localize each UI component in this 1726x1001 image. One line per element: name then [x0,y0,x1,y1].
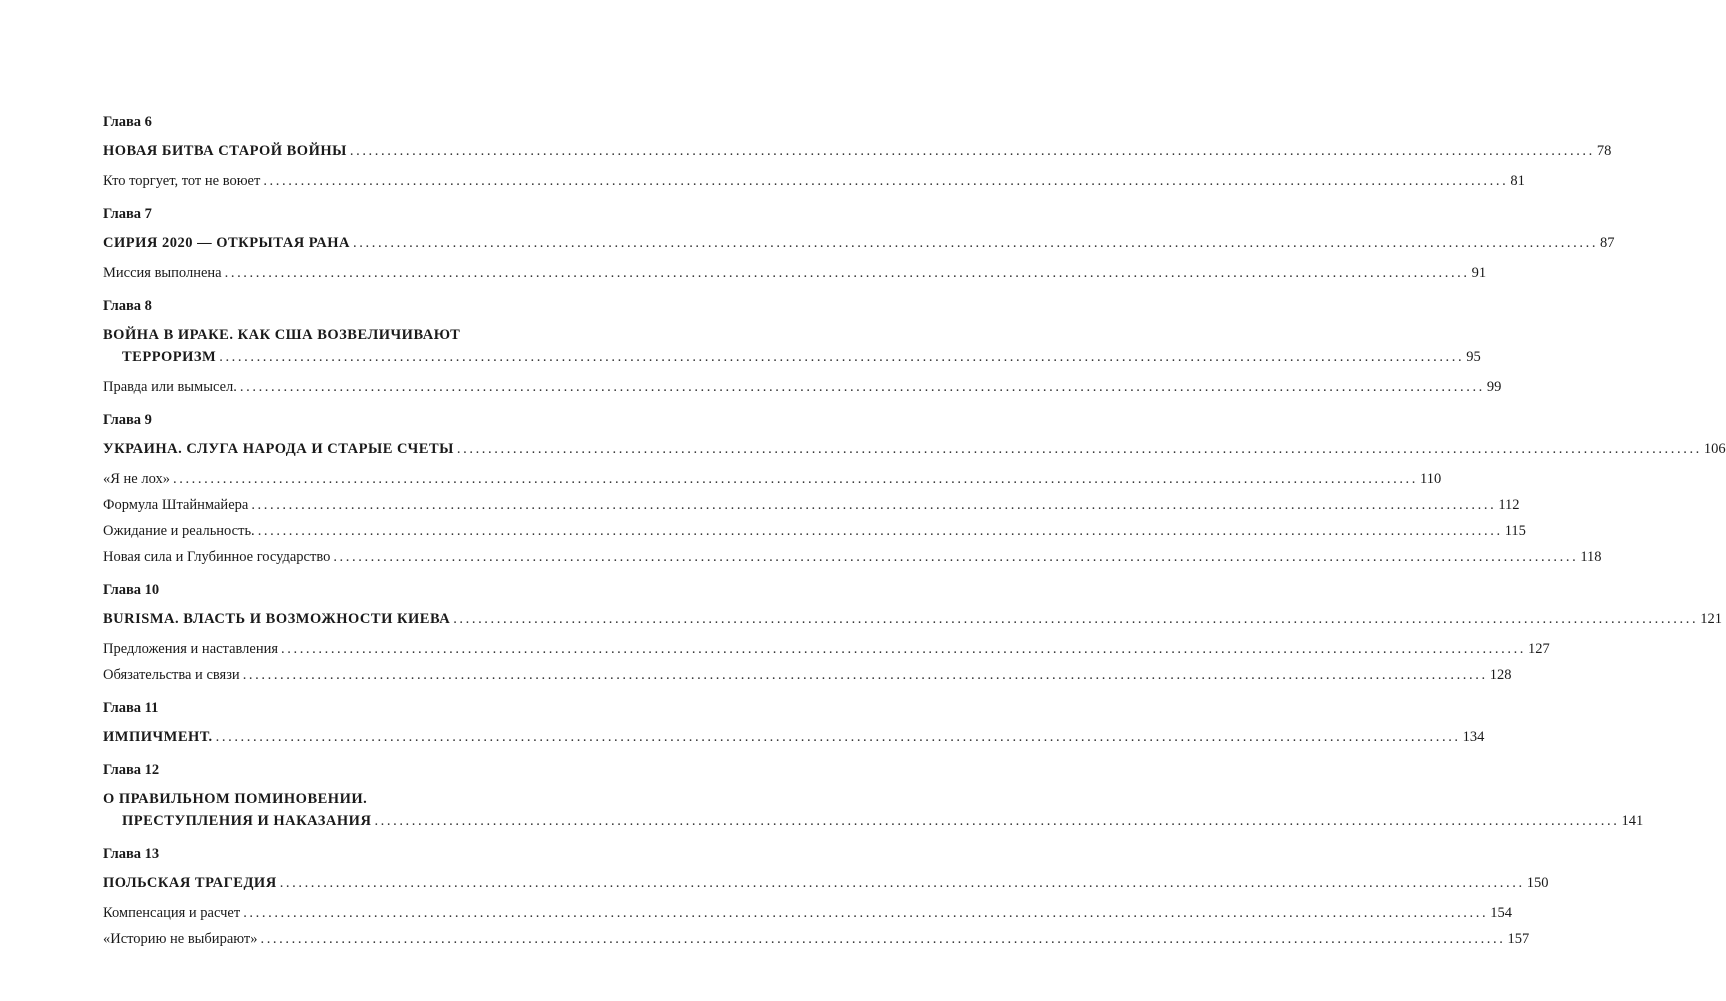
entry-title: ПОЛЬСКАЯ ТРАГЕДИЯ [103,875,277,891]
entry-title: СИРИЯ 2020 — ОТКРЫТАЯ РАНА [103,235,351,251]
chapter-title-entry[interactable] [103,324,1481,368]
dot-leader: ........................................................................................................................................................................................................ [219,349,1465,365]
entry-title: BURISMA. ВЛАСТЬ И ВОЗМОЖНОСТИ КИЕВА [103,611,451,627]
page-number: 95 [1466,349,1481,365]
page-number: 154 [1490,905,1512,921]
chapter-label: Глава 9 [103,412,152,428]
chapter-label: Глава 13 [103,846,160,862]
dot-leader: ........................................................................................................................................................................................................ [243,905,1489,921]
chapter-label: Глава 11 [103,700,159,716]
section-entry[interactable] [103,170,1525,192]
entry-title: УКРАИНА. СЛУГА НАРОДА И СТАРЫЕ СЧЕТЫ [103,441,454,457]
entry-title-line1: ВОЙНА В ИРАКЕ. КАК США ВОЗВЕЛИЧИВАЮТ [103,327,461,343]
chapter-label: Глава 8 [103,298,152,314]
section-entry[interactable] [103,928,1530,950]
page-number: 78 [1596,143,1612,159]
chapter-title-entry[interactable] [103,438,1726,460]
chapter-section [103,114,1612,192]
chapter-section [103,412,1726,568]
entry-title-line1: О ПРАВИЛЬНОМ ПОМИНОВЕНИИ. [103,791,368,807]
chapter-section [103,206,1615,284]
dot-leader: ........................................................................................................................................................................................................ [224,265,1470,281]
entry-title: Формула Штайнмайера [103,497,249,513]
dot-leader: ........................................................................................................................................................................................................ [251,497,1497,513]
section-entry[interactable] [103,546,1602,568]
dot-leader: ........................................................................................................................................................................................................ [281,641,1527,657]
section-entry[interactable] [103,494,1520,516]
dot-leader: ........................................................................................................................................................................................................ [215,729,1461,745]
chapter-section [103,298,1502,398]
section-entry[interactable] [103,520,1526,542]
page-number: 127 [1528,641,1550,657]
chapter-title-entry[interactable] [103,726,1485,748]
chapter-label: Глава 7 [103,206,152,222]
dot-leader: ........................................................................................................................................................................................................ [239,379,1485,395]
entry-title: Обязательства и связи [103,667,240,683]
page-number: 128 [1489,667,1512,683]
dot-leader: ........................................................................................................................................................................................................ [349,143,1595,159]
page-number: 99 [1486,379,1502,395]
entry-title: Кто торгует, тот не воюет [103,173,261,189]
dot-leader: ........................................................................................................................................................................................................ [353,235,1599,251]
page-number: 87 [1600,235,1615,251]
page-number: 81 [1510,173,1525,189]
entry-title: Предложения и наставления [103,641,279,657]
entry-title: «Я не лох» [103,471,170,487]
dot-leader: ........................................................................................................................................................................................................ [263,173,1509,189]
dot-leader: ........................................................................................................................................................................................................ [279,875,1525,891]
page-number: 157 [1507,931,1530,947]
chapter-title-entry[interactable] [103,140,1612,162]
dot-leader: ........................................................................................................................................................................................................ [453,611,1699,627]
page-number: 121 [1700,611,1722,627]
page-number: 106 [1703,441,1726,457]
section-entry[interactable] [103,262,1487,284]
entry-title: «Историю не выбирают» [103,931,258,947]
entry-title: НОВАЯ БИТВА СТАРОЙ ВОЙНЫ [103,143,347,159]
page-number: 115 [1504,523,1526,539]
chapter-title-entry[interactable] [103,608,1722,630]
section-entry[interactable] [103,902,1512,924]
entry-title: Правда или вымысел. [103,379,237,395]
chapter-section [103,846,1549,950]
section-entry[interactable] [103,376,1502,398]
entry-title: Новая сила и Глубинное государство [103,549,331,565]
chapter-section [103,700,1485,748]
entry-title: ТЕРРОРИЗМ [122,349,217,365]
dot-leader: ........................................................................................................................................................................................................ [456,441,1702,457]
chapter-label: Глава 12 [103,762,160,778]
entry-title: ИМПИЧМЕНТ. [103,729,213,745]
entry-title: Ожидание и реальность. [103,523,255,539]
page-number: 150 [1526,875,1549,891]
dot-leader: ........................................................................................................................................................................................................ [173,471,1418,487]
dot-leader: ........................................................................................................................................................................................................ [242,667,1488,683]
entry-title: Миссия выполнена [103,265,222,281]
chapter-label: Глава 6 [103,114,152,130]
dot-leader: ........................................................................................................................................................................................................ [257,523,1503,539]
entry-continuation-row [103,346,1481,368]
page-number: 134 [1462,729,1485,745]
entry-title: Компенсация и расчет [103,905,241,921]
section-entry[interactable] [103,664,1512,686]
entry-continuation-row [103,810,1644,832]
page-number: 91 [1471,265,1487,281]
page-number: 112 [1498,497,1520,513]
page-number: 118 [1580,549,1602,565]
section-entry[interactable] [103,468,1442,490]
chapter-title-entry[interactable] [103,788,1644,832]
chapter-section [103,582,1722,686]
chapter-title-entry[interactable] [103,872,1549,894]
chapter-label: Глава 10 [103,582,160,598]
page-number: 110 [1420,471,1442,487]
dot-leader: ........................................................................................................................................................................................................ [374,813,1620,829]
chapter-title-entry[interactable] [103,232,1615,254]
table-of-contents [103,114,1726,964]
dot-leader: ........................................................................................................................................................................................................ [260,931,1506,947]
chapter-section [103,762,1644,832]
entry-title: ПРЕСТУПЛЕНИЯ И НАКАЗАНИЯ [122,813,372,829]
page-number: 141 [1621,813,1644,829]
section-entry[interactable] [103,638,1550,660]
dot-leader: ........................................................................................................................................................................................................ [333,549,1579,565]
